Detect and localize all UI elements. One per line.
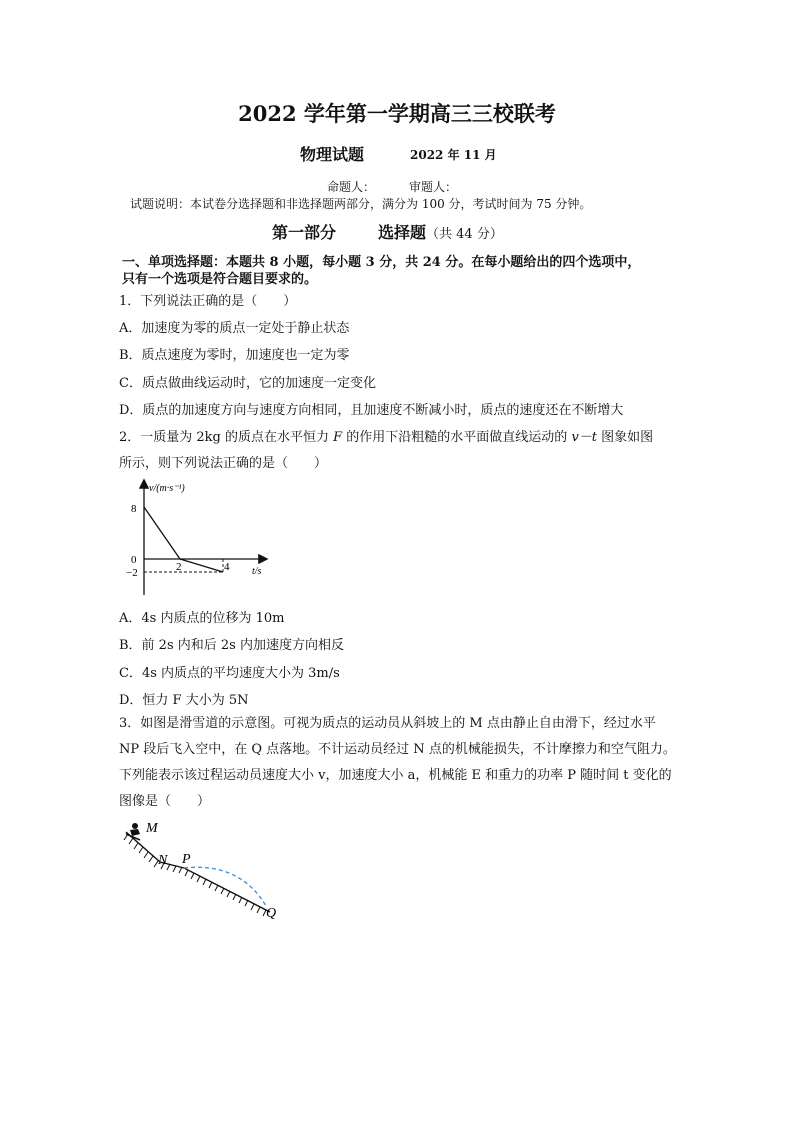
v-axis-label: v/(m·s⁻¹): [149, 483, 185, 494]
exam-date: 2022 年 11 月: [410, 148, 497, 162]
q2-stem-vt: v－t: [571, 430, 598, 445]
q2-stem-line2: 所示，则下列说法正确的是（ ）: [119, 456, 328, 471]
exam-subtitle: 物理试题: [300, 145, 365, 164]
slope-line: [126, 832, 270, 912]
skier-icon: [126, 823, 140, 840]
part-type: 选择题: [378, 223, 427, 242]
part-points: （共 44 分）: [426, 227, 503, 242]
label-M: M: [146, 821, 158, 836]
tick-4: 4: [224, 561, 230, 573]
part-heading: [272, 220, 503, 243]
label-Q: Q: [266, 906, 277, 921]
tick-8: 8: [131, 503, 137, 515]
section-instructions: [122, 254, 682, 288]
q2-option-c: C．4s 内质点的平均速度大小为 3m/s: [119, 666, 340, 681]
vt-graph: [126, 475, 280, 600]
q2-stem-F: F: [333, 430, 343, 445]
q2-stem-part-c: 图象如图: [597, 430, 654, 445]
q2-stem-part-a: 2．一质量为 2kg 的质点在水平恒力: [119, 430, 334, 445]
vt-segment-1: [144, 507, 180, 559]
q2-stem-part-b: 的作用下沿粗糙的水平面做直线运动的: [342, 430, 572, 445]
setter-label: 命题人：: [327, 180, 376, 194]
label-N: N: [158, 853, 168, 868]
setter-line: [327, 178, 491, 195]
q1-option-a: A．加速度为零的质点一定处于静止状态: [119, 321, 350, 336]
reviewer-label: 审题人：: [409, 180, 458, 194]
exam-note: 试题说明：本试卷分选择题和非选择题两部分，满分为 100 分，考试时间为 75 分钟。: [130, 197, 592, 211]
section-line-2: 只有一个选项是符合题目要求的。: [122, 272, 318, 287]
tick-minus-2: −2: [126, 567, 138, 579]
q1-stem: 1．下列说法正确的是（ ）: [119, 294, 297, 309]
q2-stem-line1: [119, 426, 653, 445]
slope-hatching: [124, 834, 266, 916]
q2-option-b: B．前 2s 内和后 2s 内加速度方向相反: [119, 638, 344, 653]
flight-trajectory: [184, 867, 266, 906]
exam-title: 2022 学年第一学期高三三校联考: [238, 101, 556, 126]
q1-option-d: D．质点的加速度方向与速度方向相同，且加速度不断减小时，质点的速度还在不断增大: [119, 403, 624, 418]
q3-stem: 3．如图是滑雪道的示意图。可视为质点的运动员从斜坡上的 M 点由静止自由滑下，经过水平 NP 段后飞入空中，在 Q 点落地。不计运动员经过 N 点的机械能损失，不计摩擦力和空气阻力。下列能表示该过程运动员速度大小 v，加速度大小 a，机械能 E 和重力的功率 P 随时间 t 变化的图像是（ ）: [119, 716, 676, 809]
q1-option-b: B．质点速度为零时，加速度也一定为零: [119, 348, 350, 363]
tick-2: 2: [176, 561, 182, 573]
tick-0: 0: [131, 554, 137, 566]
q2-option-d: D．恒力 F 大小为 5N: [119, 693, 249, 708]
q2-option-a: A．4s 内质点的位移为 10m: [119, 611, 285, 626]
t-axis-label: t/s: [252, 566, 262, 577]
ski-slope-figure: [120, 820, 290, 930]
q1-option-c: C．质点做曲线运动时，它的加速度一定变化: [119, 376, 376, 391]
section-line-1: 一、单项选择题：本题共 8 小题，每小题 3 分，共 24 分。在每小题给出的四个选项中，: [122, 255, 641, 270]
part-name: 第一部分: [272, 223, 337, 242]
vt-segment-2: [180, 559, 223, 572]
label-P: P: [182, 852, 191, 867]
